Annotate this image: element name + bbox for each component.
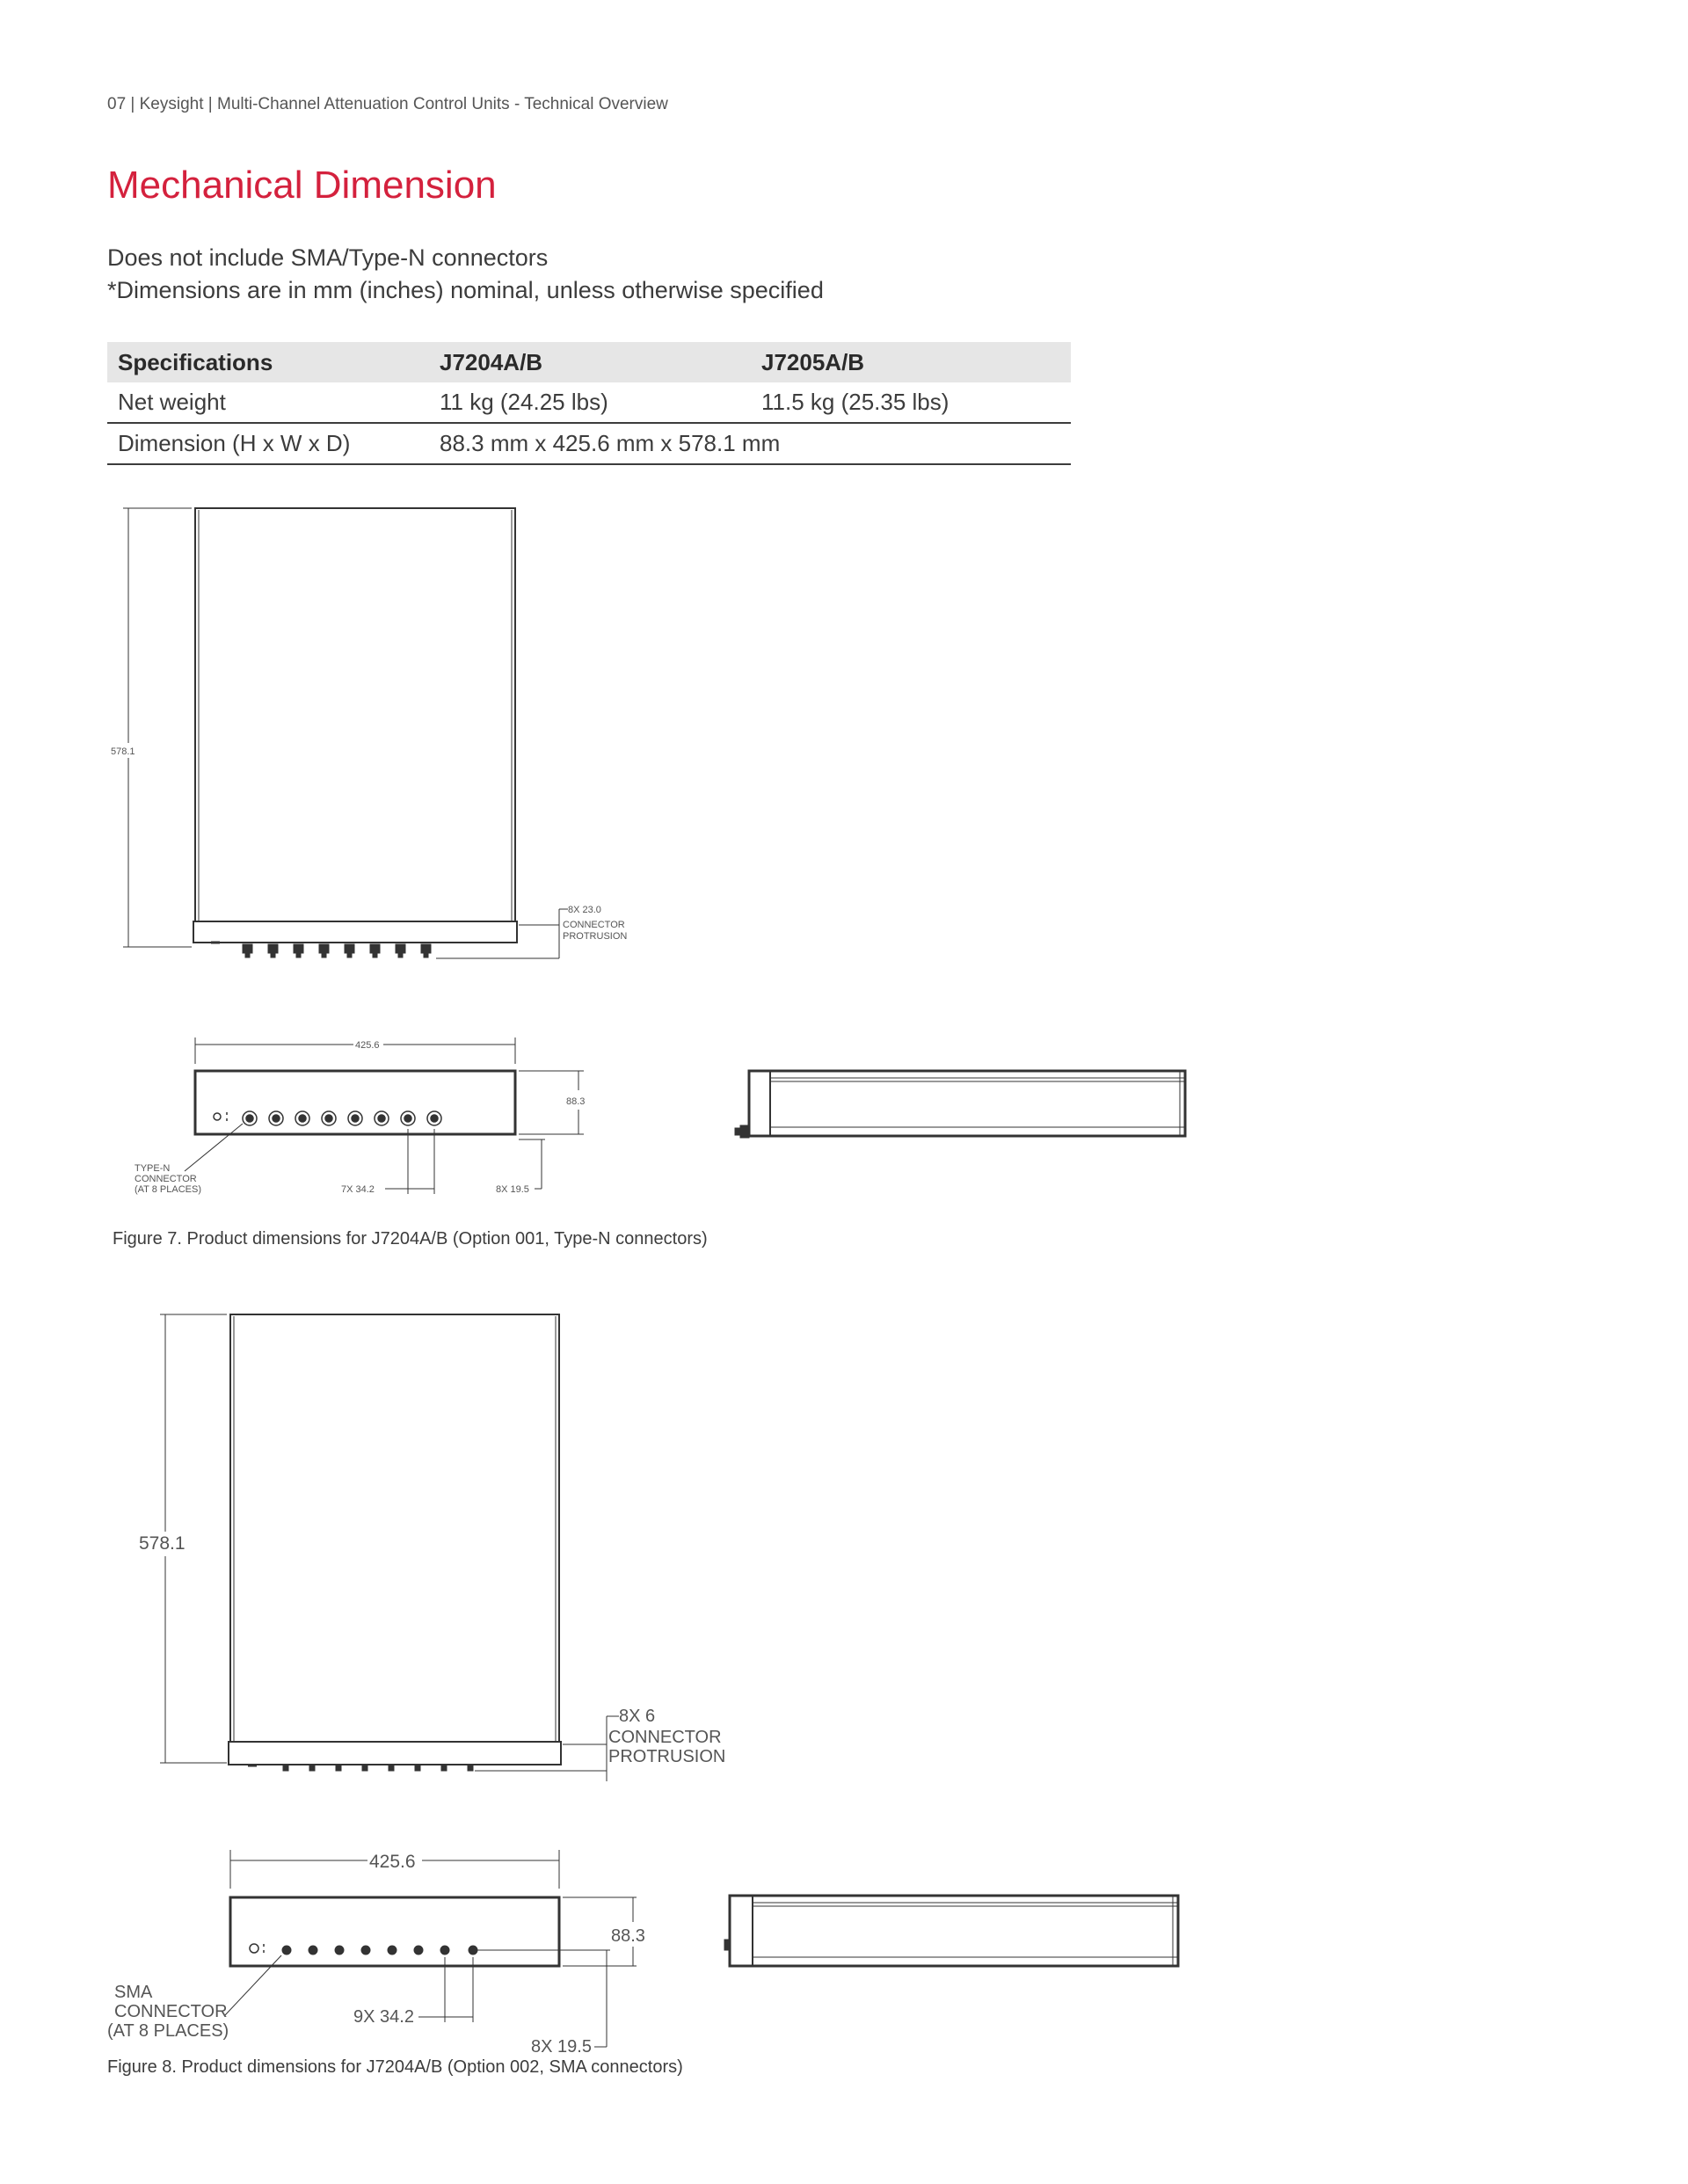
- figure7-pitch-label: 7X 34.2: [341, 1184, 375, 1195]
- figure8-connector-line3: (AT 8 PLACES): [107, 2021, 229, 2041]
- figure7-front-view: [185, 1037, 584, 1194]
- intro-line-1: Does not include SMA/Type-N connectors: [107, 244, 549, 271]
- figure8-protrusion-line2: PROTRUSION: [608, 1747, 726, 1766]
- figure7-protrusion-count: 8X 23.0: [568, 905, 601, 915]
- figure8-height-label: 88.3: [611, 1926, 645, 1946]
- running-head: 07 | Keysight | Multi-Channel Attenuation Control Units - Technical Overview: [107, 95, 668, 113]
- figure7-depth-label: 578.1: [111, 746, 135, 757]
- figure8-offset-label: 8X 19.5: [531, 2037, 592, 2057]
- figure7-connector-row: [243, 944, 431, 957]
- figure8-sma-connectors: [282, 1946, 477, 1955]
- figure8-side-view: [724, 1896, 1178, 1966]
- spec-cell: Dimension (H x W x D): [107, 423, 429, 464]
- figure7-protrusion-line1: CONNECTOR: [563, 920, 625, 930]
- intro-line-2: *Dimensions are in mm (inches) nominal, unless otherwise specified: [107, 277, 824, 303]
- spec-cell: 11 kg (24.25 lbs): [429, 382, 751, 423]
- figure7-connector-line1: TYPE-N: [135, 1163, 171, 1174]
- figure8-protrusion-line1: CONNECTOR: [608, 1728, 722, 1747]
- figure8-depth-label: 578.1: [139, 1533, 186, 1554]
- spec-cell: Net weight: [107, 382, 429, 423]
- figure7-width-label: 425.6: [355, 1040, 380, 1051]
- figure7-connector-line3: (AT 8 PLACES): [135, 1184, 202, 1195]
- spec-header-j7204: J7204A/B: [429, 342, 751, 382]
- figure8-width-label: 425.6: [369, 1852, 416, 1872]
- figure7-side-view: [735, 1071, 1185, 1138]
- figure8-top-view: [160, 1314, 619, 1781]
- spec-header-specifications: Specifications: [107, 342, 429, 382]
- figure8-connector-line1: SMA: [114, 1983, 153, 2002]
- figure8-caption: Figure 8. Product dimensions for J7204A/B (Option 002, SMA connectors): [107, 2057, 683, 2077]
- figure7-height-label: 88.3: [566, 1096, 586, 1107]
- figure7-top-view: [123, 508, 568, 958]
- figure8-pitch-label: 9X 34.2: [353, 2007, 414, 2027]
- figure7-offset-label: 8X 19.5: [496, 1184, 529, 1195]
- figure7-connector-line2: CONNECTOR: [135, 1174, 197, 1184]
- spec-header-j7205: J7205A/B: [751, 342, 1071, 382]
- figure8-protrusion-count: 8X 6: [619, 1707, 656, 1726]
- section-title: Mechanical Dimension: [107, 164, 497, 207]
- figure8-connector-line2: CONNECTOR: [114, 2002, 228, 2021]
- figure7-caption: Figure 7. Product dimensions for J7204A/B (Option 001, Type-N connectors): [113, 1229, 708, 1249]
- figure8-drawing: [0, 1266, 1688, 2066]
- figure8-front-view: [225, 1850, 637, 2047]
- spec-cell: 11.5 kg (25.35 lbs): [751, 382, 1071, 423]
- spec-cell: 88.3 mm x 425.6 mm x 578.1 mm: [429, 423, 1071, 464]
- figure7-type-n-connectors: [243, 1111, 441, 1125]
- figure7-protrusion-line2: PROTRUSION: [563, 931, 628, 942]
- figure8-connector-row: [283, 1765, 473, 1771]
